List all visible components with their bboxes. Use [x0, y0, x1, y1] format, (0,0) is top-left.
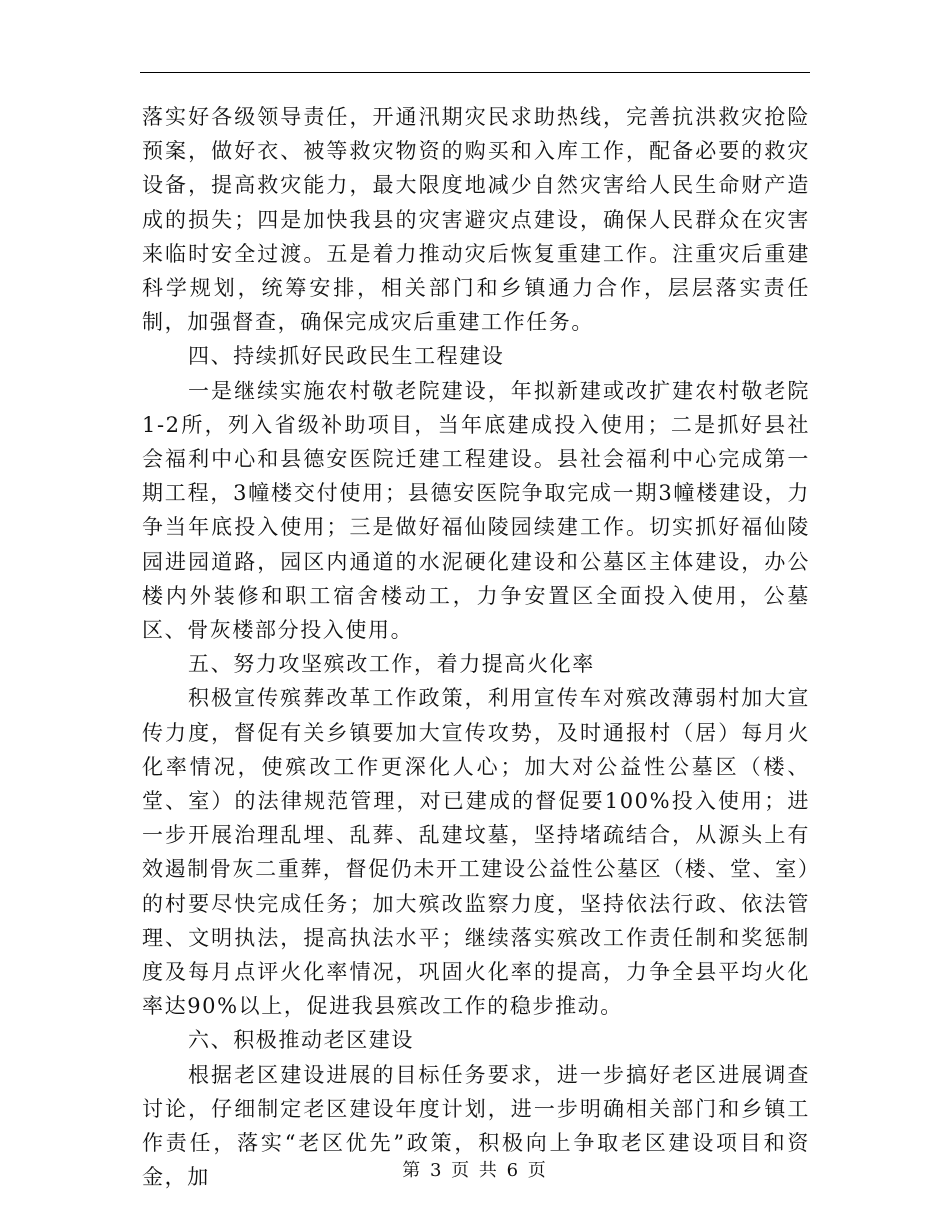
page-number-footer: 第 3 页 共 6 页	[402, 1160, 548, 1181]
paragraph-continuation: 落实好各级领导责任，开通汛期灾民求助热线，完善抗洪救灾抢险预案，做好衣、被等救灾物资的购买和入库工作，配备必要的救灾设备，提高救灾能力，最大限度地减少自然灾害给人民生命财产造成的损失；四是加快我县的灾害避灾点建设，确保人民群众在灾害来临时安全过渡。五是着力推动灾后恢复重建工作。注重灾后重建科学规划，统筹安排，相关部门和乡镇通力合作，层层落实责任制，加强督查，确保完成灾后重建工作任务。	[142, 105, 810, 335]
section-heading-6: 六、积极推动老区建设	[188, 1028, 414, 1053]
header-rule	[140, 72, 810, 73]
paragraph-section-5: 积极宣传殡葬改革工作政策，利用宣传车对殡改薄弱村加大宣传力度，督促有关乡镇要加大宣传攻势，及时通报村（居）每月火化率情况，使殡改工作更深化人心；加大对公益性公墓区（楼、堂、室）的法律规范管理，对已建成的督促要100%投入使用；进一步开展治理乱埋、乱葬、乱建坟墓，坚持堵疏结合，从源头上有效遏制骨灰二重葬，督促仍未开工建设公益性公墓区（楼、堂、室）的村要尽快完成任务；加大殡改监察力度，坚持依法行政、依法管理、文明执法，提高执法水平；继续落实殡改工作责任制和奖惩制度及每月点评火化率情况，巩固火化率的提高，力争全县平均火化率达90%以上，促进我县殡改工作的稳步推动。	[142, 686, 810, 1019]
section-heading-5: 五、努力攻坚殡改工作，着力提高火化率	[188, 652, 595, 677]
paragraph-section-6: 根据老区建设进展的目标任务要求，进一步搞好老区进展调查讨论，仔细制定老区建设年度计划，进一步明确相关部门和乡镇工作责任，落实“老区优先”政策，积极向上争取老区建设项目和资金，加	[142, 1062, 810, 1190]
section-heading-4: 四、持续抓好民政民生工程建设	[188, 344, 505, 369]
document-body	[142, 100, 810, 1195]
paragraph-section-4: 一是继续实施农村敬老院建设，年拟新建或改扩建农村敬老院1-2所，列入省级补助项目，当年底建成投入使用；二是抓好县社会福利中心和县德安医院迁建工程建设。县社会福利中心完成第一期工程，3幢楼交付使用；县德安医院争取完成一期3幢楼建设，力争当年底投入使用；三是做好福仙陵园续建工作。切实抓好福仙陵园进园道路，园区内通道的水泥硬化建设和公墓区主体建设，办公楼内外装修和职工宿舍楼动工，力争安置区全面投入使用，公墓区、骨灰楼部分投入使用。	[142, 378, 810, 643]
